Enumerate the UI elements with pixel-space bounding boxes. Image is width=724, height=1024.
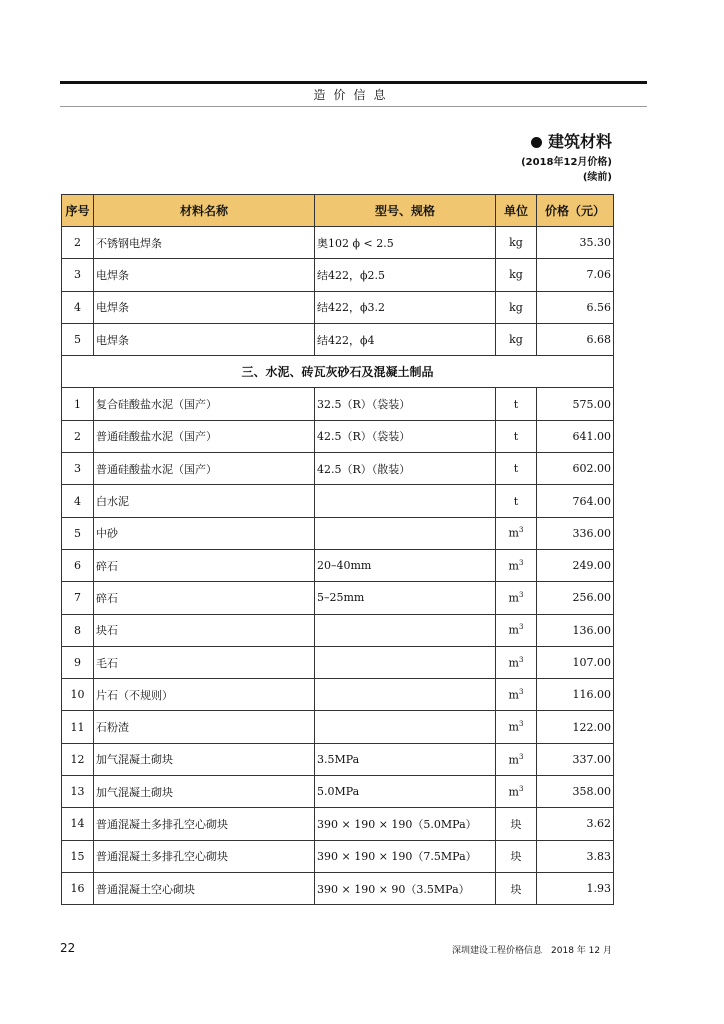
group-title: 三、水泥、砖瓦灰砂石及混凝土制品 — [62, 356, 614, 388]
material-unit — [496, 227, 537, 259]
row-number: 11 — [62, 711, 94, 743]
material-name: 电焊条 — [94, 323, 315, 355]
material-name: 碎石 — [94, 582, 315, 614]
unit-text: m — [508, 753, 519, 767]
row-number: 6 — [62, 549, 94, 581]
top-rule — [60, 81, 647, 84]
table-body — [62, 227, 614, 905]
table-row — [62, 711, 614, 743]
unit-superscript: 3 — [518, 784, 524, 793]
material-unit — [496, 453, 537, 485]
row-number: 4 — [62, 485, 94, 517]
table-row — [62, 679, 614, 711]
material-unit — [496, 679, 537, 711]
unit-text: kg — [509, 333, 523, 347]
table-row — [62, 743, 614, 775]
material-spec — [315, 646, 496, 678]
material-name: 普通硅酸盐水泥（国产） — [94, 453, 315, 485]
row-number: 10 — [62, 679, 94, 711]
table-row — [62, 549, 614, 581]
material-spec: 390 × 190 × 190（5.0MPa） — [315, 808, 496, 840]
material-price: 3.83 — [537, 840, 614, 872]
publication-info: 深圳建设工程价格信息 2018 年 12 月 — [452, 946, 612, 956]
material-price: 35.30 — [537, 227, 614, 259]
row-number: 5 — [62, 323, 94, 355]
table-row — [62, 614, 614, 646]
row-number: 12 — [62, 743, 94, 775]
group-header-row — [62, 356, 614, 388]
material-spec: 奥102 ϕ < 2.5 — [315, 227, 496, 259]
material-price: 358.00 — [537, 776, 614, 808]
material-unit — [496, 549, 537, 581]
row-number: 13 — [62, 776, 94, 808]
material-name: 电焊条 — [94, 259, 315, 291]
row-number: 3 — [62, 453, 94, 485]
unit-superscript: 3 — [518, 591, 524, 600]
material-spec — [315, 679, 496, 711]
unit-text: 块 — [510, 817, 522, 831]
material-name: 中砂 — [94, 517, 315, 549]
material-unit — [496, 517, 537, 549]
row-number: 3 — [62, 259, 94, 291]
unit-text: 块 — [510, 850, 522, 864]
material-spec: 5.0MPa — [315, 776, 496, 808]
table-row — [62, 485, 614, 517]
material-name: 普通混凝土多排孔空心砌块 — [94, 840, 315, 872]
header-name: 材料名称 — [94, 195, 315, 227]
table-row — [62, 323, 614, 355]
material-name: 碎石 — [94, 549, 315, 581]
unit-superscript: 3 — [518, 720, 524, 729]
material-price: 122.00 — [537, 711, 614, 743]
unit-superscript: 3 — [518, 526, 524, 535]
material-name: 加气混凝土砌块 — [94, 743, 315, 775]
material-name: 加气混凝土砌块 — [94, 776, 315, 808]
material-unit — [496, 743, 537, 775]
material-spec: 结422，ϕ4 — [315, 323, 496, 355]
material-spec: 390 × 190 × 190（7.5MPa） — [315, 840, 496, 872]
material-price: 641.00 — [537, 420, 614, 452]
material-unit — [496, 646, 537, 678]
material-spec — [315, 711, 496, 743]
material-price: 337.00 — [537, 743, 614, 775]
material-price: 3.62 — [537, 808, 614, 840]
table-row — [62, 582, 614, 614]
material-spec: 3.5MPa — [315, 743, 496, 775]
row-number: 4 — [62, 291, 94, 323]
unit-superscript: 3 — [518, 558, 524, 567]
material-name: 复合硅酸盐水泥（国产） — [94, 388, 315, 420]
material-name: 毛石 — [94, 646, 315, 678]
section-title-text: 建筑材料 — [547, 132, 612, 151]
material-price: 764.00 — [537, 485, 614, 517]
page-number: 22 — [60, 941, 76, 955]
material-spec: 390 × 190 × 90（3.5MPa） — [315, 872, 496, 904]
material-price: 1.93 — [537, 872, 614, 904]
header-spec: 型号、规格 — [315, 195, 496, 227]
price-date-note: (2018年12月价格) — [521, 157, 612, 168]
material-spec: 结422，ϕ3.2 — [315, 291, 496, 323]
material-unit — [496, 776, 537, 808]
header-price: 价格（元） — [537, 195, 614, 227]
material-unit — [496, 872, 537, 904]
unit-text: m — [508, 720, 519, 734]
material-name: 电焊条 — [94, 291, 315, 323]
table-row — [62, 291, 614, 323]
material-name: 白水泥 — [94, 485, 315, 517]
unit-text: t — [513, 429, 519, 443]
unit-superscript: 3 — [518, 655, 524, 664]
unit-text: m — [508, 785, 519, 799]
material-spec — [315, 485, 496, 517]
material-price: 575.00 — [537, 388, 614, 420]
material-price: 6.68 — [537, 323, 614, 355]
materials-price-table — [61, 194, 614, 905]
material-name: 石粉渣 — [94, 711, 315, 743]
table-row — [62, 517, 614, 549]
material-price: 602.00 — [537, 453, 614, 485]
table-row — [62, 646, 614, 678]
row-number: 16 — [62, 872, 94, 904]
material-spec: 32.5（R）（袋装） — [315, 388, 496, 420]
table-row — [62, 872, 614, 904]
unit-text: 块 — [510, 882, 522, 896]
material-unit — [496, 808, 537, 840]
table-row — [62, 420, 614, 452]
material-unit — [496, 259, 537, 291]
unit-superscript: 3 — [518, 687, 524, 696]
material-price: 249.00 — [537, 549, 614, 581]
row-number: 2 — [62, 227, 94, 259]
header-underline — [60, 106, 647, 107]
header-no: 序号 — [62, 195, 94, 227]
material-spec — [315, 614, 496, 646]
material-unit — [496, 388, 537, 420]
table-row — [62, 453, 614, 485]
material-unit — [496, 291, 537, 323]
material-unit — [496, 614, 537, 646]
table-row — [62, 808, 614, 840]
continued-note: (续前) — [582, 172, 612, 183]
material-name: 普通混凝土多排孔空心砌块 — [94, 808, 315, 840]
material-spec — [315, 517, 496, 549]
material-price: 116.00 — [537, 679, 614, 711]
material-unit — [496, 840, 537, 872]
table-row — [62, 227, 614, 259]
unit-text: m — [508, 527, 519, 541]
row-number: 5 — [62, 517, 94, 549]
row-number: 1 — [62, 388, 94, 420]
material-price: 136.00 — [537, 614, 614, 646]
row-number: 14 — [62, 808, 94, 840]
material-unit — [496, 582, 537, 614]
material-price: 256.00 — [537, 582, 614, 614]
unit-text: t — [513, 462, 519, 476]
table-row — [62, 259, 614, 291]
unit-text: t — [513, 494, 519, 508]
material-unit — [496, 323, 537, 355]
material-name: 块石 — [94, 614, 315, 646]
material-spec: 42.5（R）（袋装） — [315, 420, 496, 452]
unit-text: kg — [509, 268, 523, 282]
unit-text: t — [513, 397, 519, 411]
material-name: 普通硅酸盐水泥（国产） — [94, 420, 315, 452]
page-header-title: 造价信息 — [313, 88, 394, 102]
unit-superscript: 3 — [518, 752, 524, 761]
unit-superscript: 3 — [518, 623, 524, 632]
material-unit — [496, 485, 537, 517]
material-name: 片石（不规则） — [94, 679, 315, 711]
material-price: 107.00 — [537, 646, 614, 678]
material-name: 普通混凝土空心砌块 — [94, 872, 315, 904]
unit-text: m — [508, 624, 519, 638]
table-row — [62, 388, 614, 420]
unit-text: m — [508, 591, 519, 605]
unit-text: m — [508, 559, 519, 573]
material-spec: 20–40mm — [315, 549, 496, 581]
unit-text: kg — [509, 300, 523, 314]
material-price: 7.06 — [537, 259, 614, 291]
material-price: 336.00 — [537, 517, 614, 549]
material-spec: 结422，ϕ2.5 — [315, 259, 496, 291]
unit-text: kg — [509, 236, 523, 250]
row-number: 8 — [62, 614, 94, 646]
material-unit — [496, 711, 537, 743]
material-spec: 42.5（R）（散装） — [315, 453, 496, 485]
material-name: 不锈钢电焊条 — [94, 227, 315, 259]
row-number: 7 — [62, 582, 94, 614]
row-number: 2 — [62, 420, 94, 452]
table-header-row — [62, 195, 614, 227]
material-spec: 5–25mm — [315, 582, 496, 614]
row-number: 15 — [62, 840, 94, 872]
bullet-icon — [531, 137, 542, 148]
material-unit — [496, 420, 537, 452]
unit-text: m — [508, 688, 519, 702]
table-row — [62, 776, 614, 808]
table-row — [62, 840, 614, 872]
header-unit: 单位 — [496, 195, 537, 227]
section-title — [531, 132, 612, 152]
unit-text: m — [508, 656, 519, 670]
material-price: 6.56 — [537, 291, 614, 323]
row-number: 9 — [62, 646, 94, 678]
